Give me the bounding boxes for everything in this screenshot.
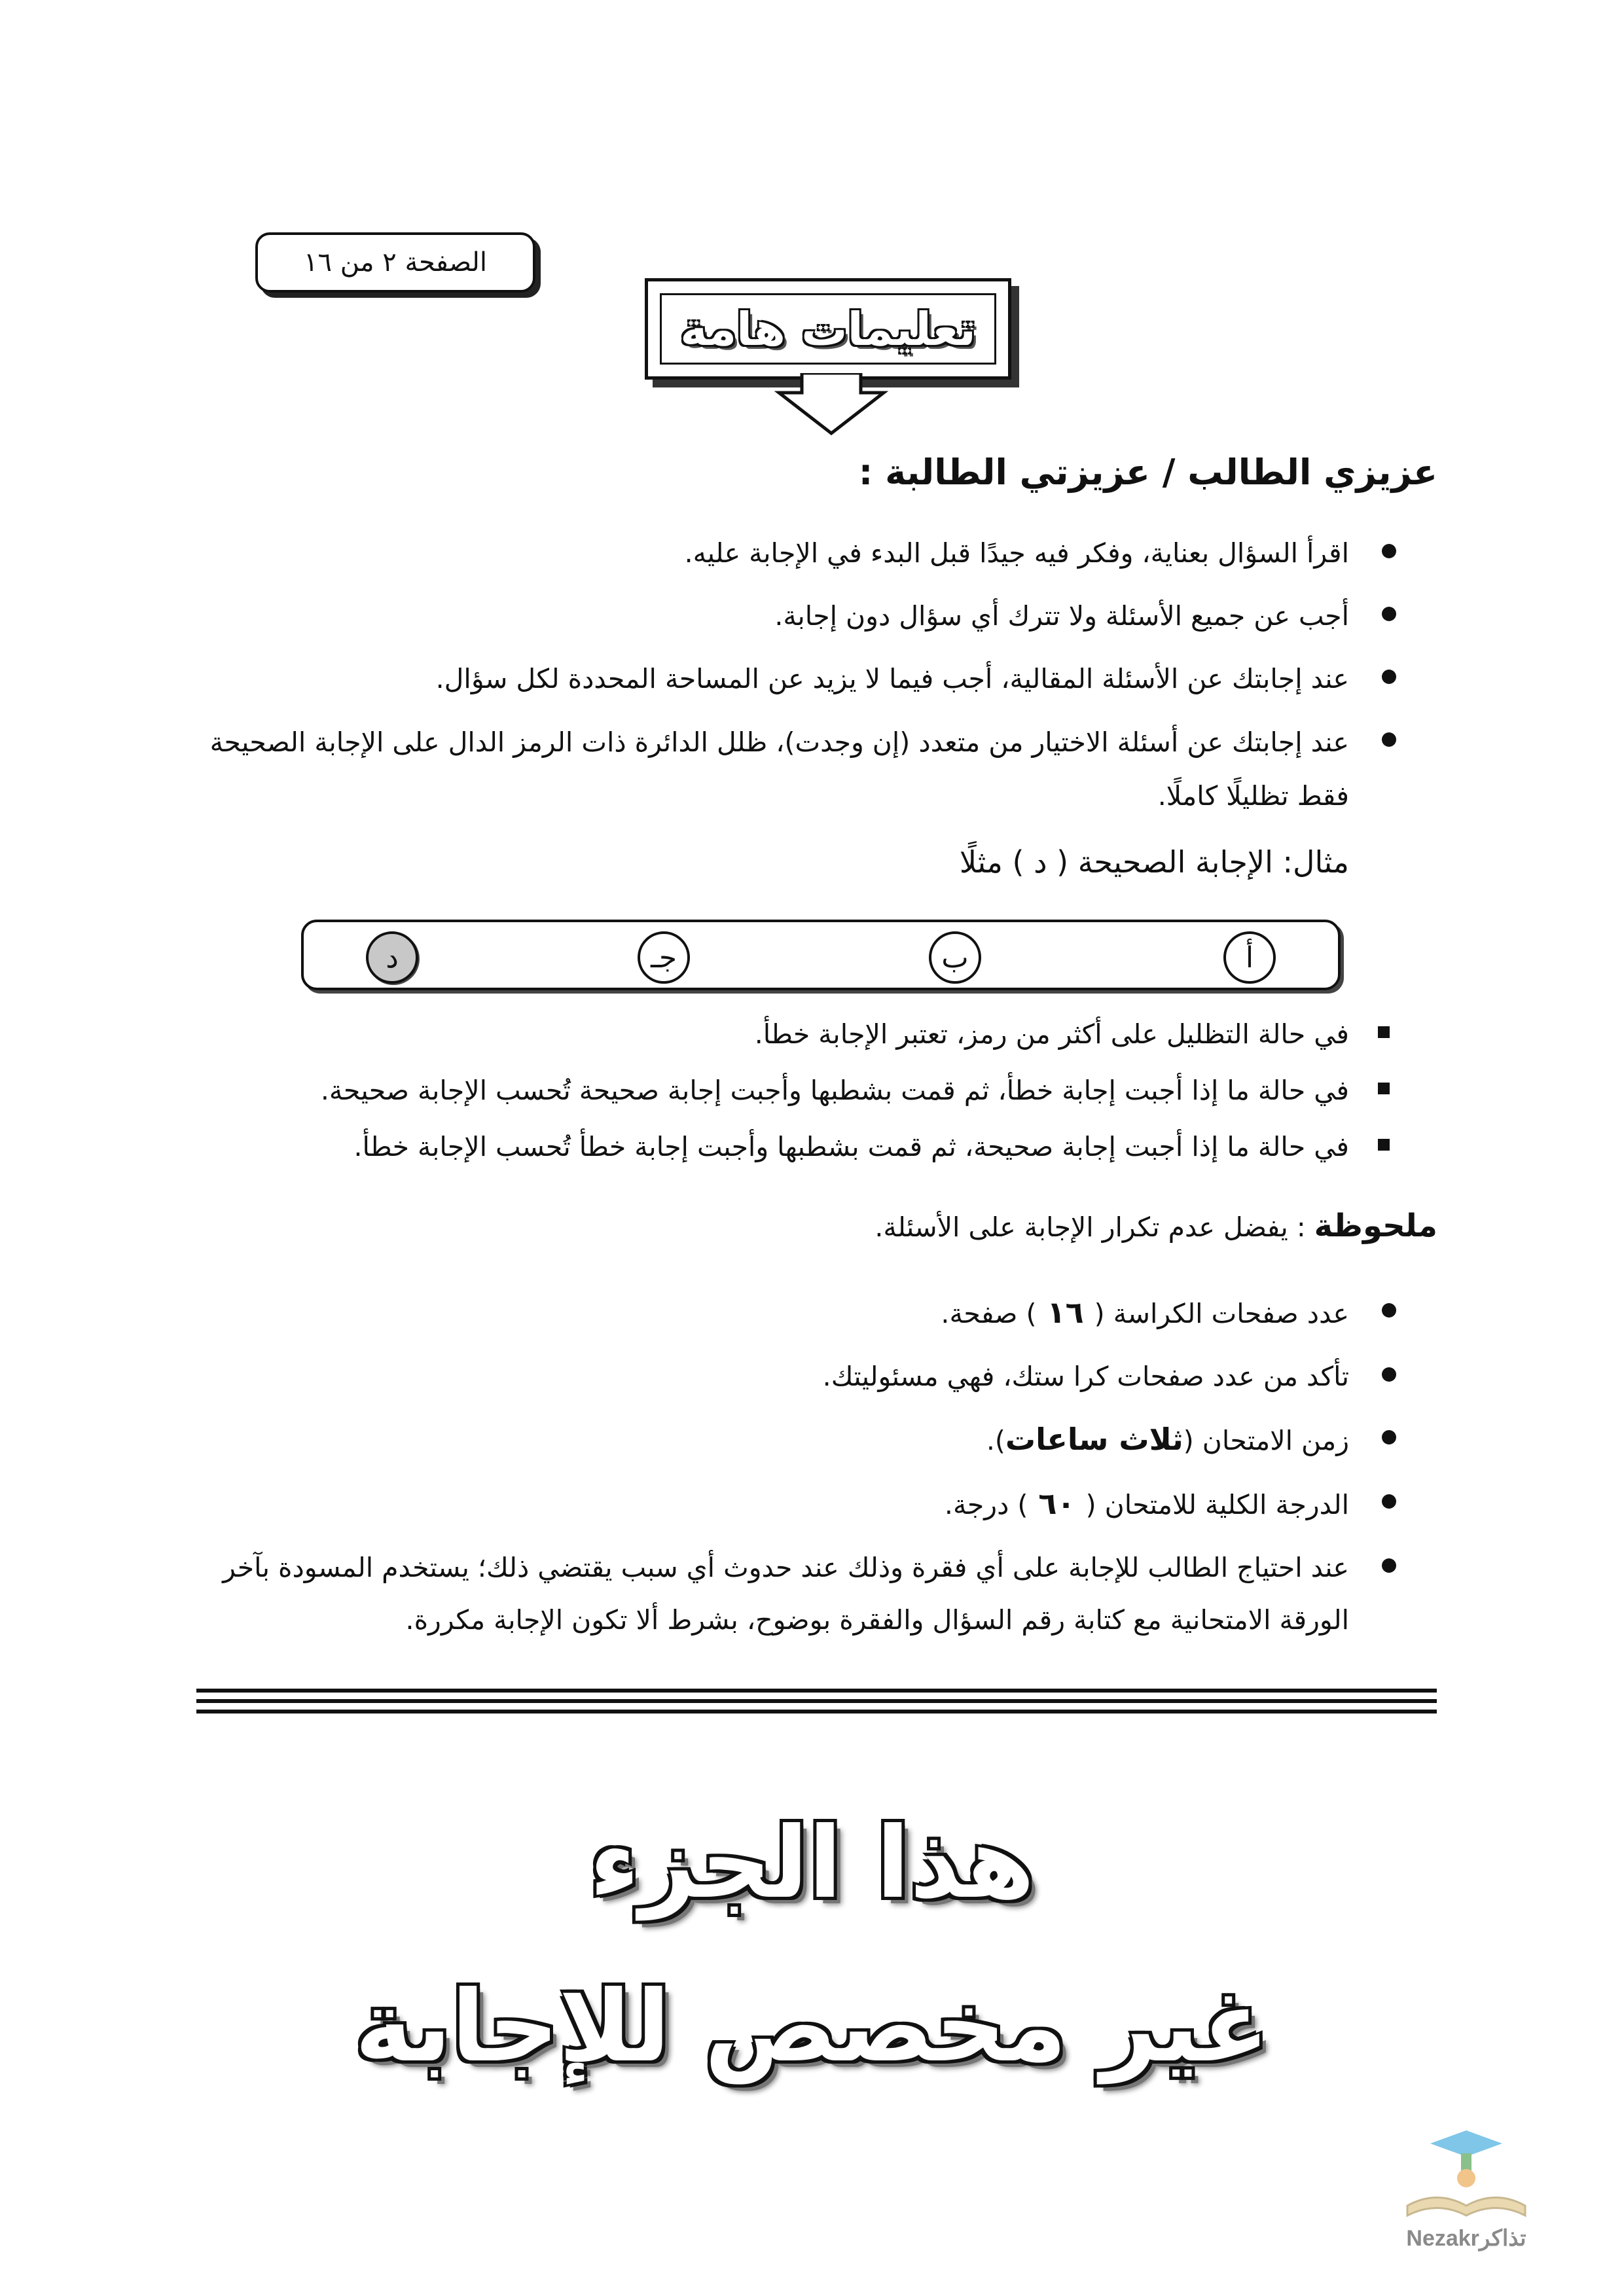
bullet-icon [1382, 1558, 1396, 1573]
list-item: الدرجة الكلية للامتحان ( ٦٠ ) درجة. [196, 1477, 1349, 1531]
bullet-icon [1382, 1367, 1396, 1382]
list-item: في حالة ما إذا أجبت إجابة صحيحة، ثم قمت بشطبها وأجبت إجابة خطأ تُحسب الإجابة خطأ. [196, 1121, 1349, 1173]
graduation-book-logo-icon [1388, 2127, 1545, 2225]
note [875, 1208, 1437, 1244]
choice-circle-c: جـ [638, 931, 690, 984]
choice-circle-b: ب [929, 931, 981, 984]
example-label: مثال: الإجابة الصحيحة ( د ) مثلًا [959, 844, 1349, 880]
list-item: في حالة ما إذا أجبت إجابة خطأ، ثم قمت بشطبها وأجبت إجابة صحيحة تُحسب الإجابة صحيحة. [196, 1064, 1349, 1117]
bullet-icon [1382, 1494, 1396, 1509]
list-item: زمن الامتحان (ثلاث ساعات). [196, 1413, 1349, 1467]
bullet-icon [1382, 732, 1396, 747]
big-title-line-2: غير مخصص للإجابة [355, 1970, 1269, 2084]
bullet-icon [1382, 670, 1396, 684]
square-bullet-icon [1378, 1026, 1390, 1038]
list-item: في حالة التظليل على أكثر من رمز، تعتبر الإجابة خطأ. [196, 1008, 1349, 1060]
bullet-icon [1382, 544, 1396, 558]
divider-line [196, 1710, 1437, 1713]
exam-facts-list [196, 1286, 1349, 1646]
list-item: أجب عن جميع الأسئلة ولا تترك أي سؤال دون إجابة. [203, 590, 1349, 642]
page-number-box [255, 232, 535, 293]
instructions-list [203, 527, 1349, 823]
logo-text: Nezakrتذاكر [1406, 2226, 1526, 2251]
list-item: عند إجابتك عن الأسئلة المقالية، أجب فيما لا يزيد عن المساحة المحددة لكل سؤال. [203, 653, 1349, 705]
answer-choices [301, 920, 1341, 990]
list-item: اقرأ السؤال بعناية، وفكر فيه جيدًا قبل البدء في الإجابة عليه. [203, 527, 1349, 579]
divider-line [196, 1689, 1437, 1693]
banner-box [645, 278, 1011, 380]
bullet-icon [1382, 1303, 1396, 1318]
banner-inner [660, 293, 996, 365]
shading-rules-list [196, 1008, 1349, 1173]
note-label: ملحوظة [1314, 1208, 1437, 1244]
watermark-logo [1388, 2127, 1545, 2265]
list-item: عند إجابتك عن أسئلة الاختيار من متعدد (إن وجدت)، ظلل الدائرة ذات الرمز الدال على الإجابة الصحيحة فقط تظليلًا كاملًا. [203, 715, 1349, 823]
list-item: تأكد من عدد صفحات كرا ستك، فهي مسئوليتك. [196, 1350, 1349, 1403]
square-bullet-icon [1378, 1083, 1390, 1094]
bullet-icon [1382, 1430, 1396, 1444]
square-bullet-icon [1378, 1139, 1390, 1151]
greeting: عزيزي الطالب / عزيزتي الطالبة : [858, 452, 1437, 493]
list-item: عدد صفحات الكراسة ( ١٦ ) صفحة. [196, 1286, 1349, 1340]
choice-circle-d-shaded: د [366, 931, 418, 984]
bullet-icon [1382, 607, 1396, 621]
instructions-banner [645, 278, 1031, 435]
choice-circle-a: أ [1223, 931, 1276, 984]
down-arrow-icon [772, 373, 890, 439]
big-title-line-1: هذا الجزء [589, 1806, 1035, 1920]
note-text: : يفضل عدم تكرار الإجابة على الأسئلة. [875, 1211, 1314, 1243]
list-item: عند احتياج الطالب للإجابة على أي فقرة وذلك عند حدوث أي سبب يقتضي ذلك؛ يستخدم المسودة بآخر الورقة الامتحانية مع كتابة رقم السؤال والفقرة بوضوح، بشرط ألا تكون الإجابة مكررة. [196, 1541, 1349, 1646]
page-number: الصفحة ٢ من ١٦ [304, 247, 487, 278]
divider-line [196, 1699, 1437, 1703]
banner-title: تعليمات هامة [680, 302, 976, 356]
